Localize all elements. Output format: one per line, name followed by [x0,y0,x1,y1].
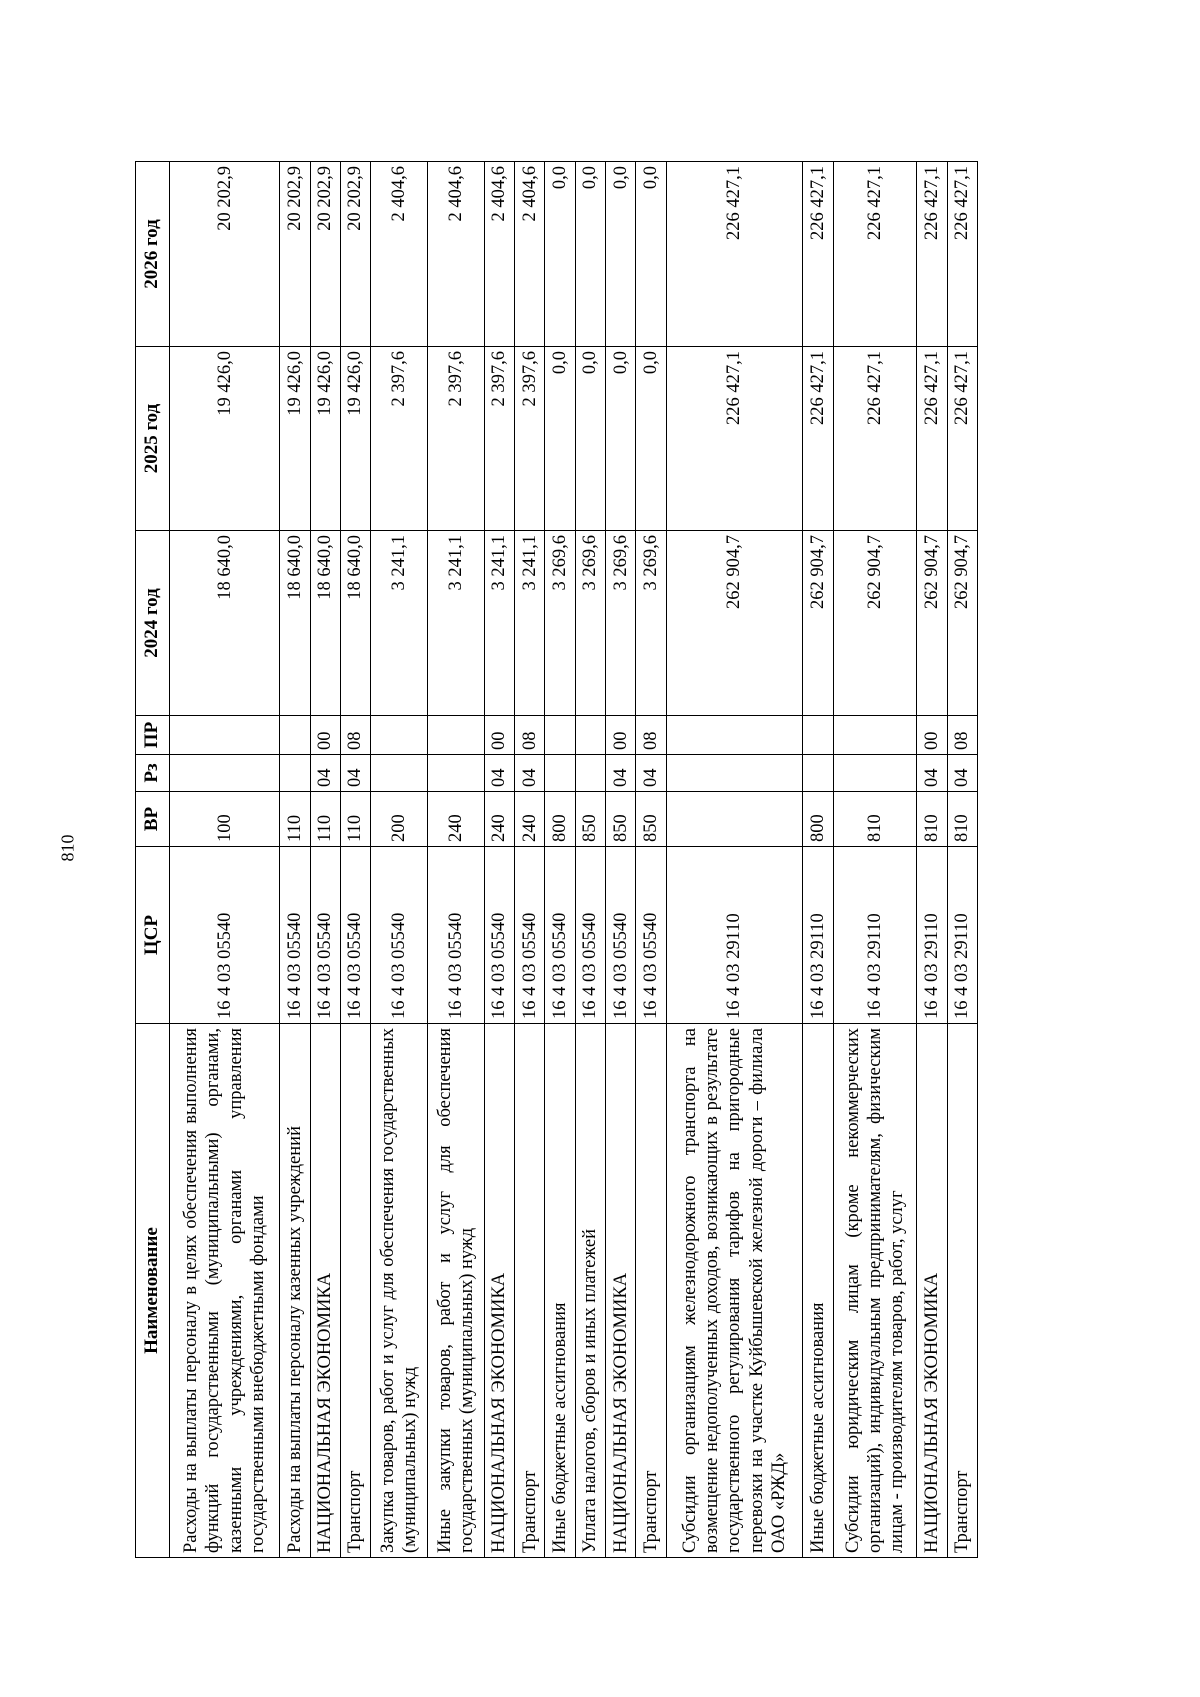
cell-rz: 04 [310,755,340,792]
header-pr: ПР [136,716,170,755]
cell-csr: 16 4 03 05540 [280,847,310,1024]
cell-pr [428,716,485,755]
table-row [170,162,280,1558]
cell-y2025: 226 427,1 [947,347,977,531]
cell-y2024: 3 241,1 [428,531,485,716]
cell-csr: 16 4 03 05540 [484,847,514,1024]
cell-rz: 04 [606,755,636,792]
cell-rz: 04 [484,755,514,792]
header-name: Наименование [136,1024,170,1558]
cell-y2026: 226 427,1 [666,162,803,347]
cell-pr [371,716,428,755]
table-row [803,162,833,1558]
cell-y2026: 20 202,9 [170,162,280,347]
cell-name: Иные бюджетные ассигнования [545,1024,575,1558]
cell-vr: 240 [515,792,545,847]
table-row [484,162,514,1558]
cell-pr [280,716,310,755]
cell-pr: 08 [636,716,666,755]
cell-y2024: 262 904,7 [803,531,833,716]
cell-pr [545,716,575,755]
cell-y2026: 226 427,1 [803,162,833,347]
cell-y2024: 18 640,0 [340,531,370,716]
cell-y2026: 0,0 [606,162,636,347]
cell-csr: 16 4 03 05540 [428,847,485,1024]
cell-rz [666,755,803,792]
cell-csr: 16 4 03 05540 [371,847,428,1024]
cell-name: Закупка товаров, работ и услуг для обеспечения государственных (муниципальных) нужд [371,1024,428,1558]
cell-rz: 04 [636,755,666,792]
cell-y2025: 19 426,0 [310,347,340,531]
cell-vr: 110 [310,792,340,847]
cell-y2026: 20 202,9 [340,162,370,347]
cell-y2025: 19 426,0 [170,347,280,531]
cell-y2026: 20 202,9 [310,162,340,347]
cell-y2025: 2 397,6 [371,347,428,531]
cell-name: НАЦИОНАЛЬНАЯ ЭКОНОМИКА [917,1024,947,1558]
cell-y2024: 18 640,0 [310,531,340,716]
cell-vr: 810 [917,792,947,847]
cell-y2025: 2 397,6 [484,347,514,531]
cell-y2025: 226 427,1 [833,347,917,531]
cell-vr: 240 [428,792,485,847]
table-row [428,162,485,1558]
cell-vr: 810 [833,792,917,847]
cell-pr: 00 [606,716,636,755]
cell-rz: 04 [917,755,947,792]
table-row [917,162,947,1558]
cell-vr: 200 [371,792,428,847]
cell-y2024: 3 269,6 [636,531,666,716]
cell-y2024: 3 269,6 [575,531,605,716]
header-vr: ВР [136,792,170,847]
cell-name: Иные закупки товаров, работ и услуг для обеспечения государственных (муниципальных) нужд [428,1024,485,1558]
cell-y2026: 226 427,1 [947,162,977,347]
cell-name: НАЦИОНАЛЬНАЯ ЭКОНОМИКА [310,1024,340,1558]
table-row [636,162,666,1558]
cell-csr: 16 4 03 29110 [833,847,917,1024]
cell-vr: 800 [803,792,833,847]
cell-y2026: 2 404,6 [515,162,545,347]
rotated-table-container [135,162,978,1558]
cell-pr: 00 [917,716,947,755]
cell-y2024: 3 269,6 [606,531,636,716]
header-rz: Рз [136,755,170,792]
cell-rz: 04 [947,755,977,792]
cell-rz [428,755,485,792]
table-row [666,162,803,1558]
cell-y2024: 18 640,0 [170,531,280,716]
cell-y2025: 0,0 [545,347,575,531]
cell-pr [170,716,280,755]
cell-csr: 16 4 03 29110 [947,847,977,1024]
table-row [371,162,428,1558]
cell-y2025: 0,0 [636,347,666,531]
cell-vr: 850 [575,792,605,847]
cell-pr [833,716,917,755]
cell-csr: 16 4 03 05540 [170,847,280,1024]
table-row [545,162,575,1558]
cell-vr [666,792,803,847]
table-row [340,162,370,1558]
cell-y2024: 3 269,6 [545,531,575,716]
cell-pr: 08 [340,716,370,755]
cell-name: Транспорт [515,1024,545,1558]
header-2024: 2024 год [136,531,170,716]
cell-name: Расходы на выплаты персоналу казенных учреждений [280,1024,310,1558]
cell-y2025: 226 427,1 [803,347,833,531]
cell-y2025: 19 426,0 [280,347,310,531]
cell-y2025: 0,0 [575,347,605,531]
cell-y2026: 226 427,1 [833,162,917,347]
cell-name: Субсидии организациям железнодорожного транспорта на возмещение недополученных доходов, возникающих в результате государственного регулирования тарифов на пригородные перевозки на участке Куйбышевской железной дороги – филиала ОАО «РЖД» [666,1024,803,1558]
cell-vr: 240 [484,792,514,847]
cell-csr: 16 4 03 05540 [575,847,605,1024]
cell-y2025: 2 397,6 [515,347,545,531]
cell-y2025: 226 427,1 [666,347,803,531]
cell-rz [371,755,428,792]
cell-y2026: 0,0 [545,162,575,347]
header-2026: 2026 год [136,162,170,347]
table-row [606,162,636,1558]
cell-csr: 16 4 03 29110 [917,847,947,1024]
cell-name: Субсидии юридическим лицам (кроме некоммерческих организаций), индивидуальным предпринимателям, физическим лицам - производителям товаров, работ, услуг [833,1024,917,1558]
cell-pr: 00 [484,716,514,755]
cell-y2024: 262 904,7 [666,531,803,716]
cell-y2026: 2 404,6 [428,162,485,347]
cell-y2025: 226 427,1 [917,347,947,531]
cell-name: НАЦИОНАЛЬНАЯ ЭКОНОМИКА [484,1024,514,1558]
cell-y2026: 226 427,1 [917,162,947,347]
cell-y2024: 3 241,1 [515,531,545,716]
cell-vr: 100 [170,792,280,847]
cell-rz [833,755,917,792]
cell-name: Уплата налогов, сборов и иных платежей [575,1024,605,1558]
cell-vr: 810 [947,792,977,847]
cell-y2026: 2 404,6 [371,162,428,347]
cell-name: Транспорт [340,1024,370,1558]
cell-pr [803,716,833,755]
cell-vr: 800 [545,792,575,847]
cell-name: Транспорт [636,1024,666,1558]
cell-y2025: 19 426,0 [340,347,370,531]
cell-y2024: 3 241,1 [484,531,514,716]
cell-y2025: 0,0 [606,347,636,531]
cell-y2024: 262 904,7 [917,531,947,716]
cell-rz [280,755,310,792]
cell-rz [545,755,575,792]
cell-y2026: 0,0 [636,162,666,347]
cell-pr: 08 [515,716,545,755]
cell-y2026: 20 202,9 [280,162,310,347]
cell-csr: 16 4 03 05540 [636,847,666,1024]
cell-name: Иные бюджетные ассигнования [803,1024,833,1558]
cell-y2024: 262 904,7 [947,531,977,716]
cell-vr: 110 [280,792,310,847]
header-2025: 2025 год [136,347,170,531]
cell-rz: 04 [515,755,545,792]
cell-name: НАЦИОНАЛЬНАЯ ЭКОНОМИКА [606,1024,636,1558]
cell-rz [170,755,280,792]
table-row [833,162,917,1558]
table-body [170,162,978,1558]
page-number: 810 [57,834,78,862]
cell-csr: 16 4 03 05540 [545,847,575,1024]
cell-name: Транспорт [947,1024,977,1558]
cell-pr: 08 [947,716,977,755]
cell-y2026: 0,0 [575,162,605,347]
budget-table [135,161,978,1558]
cell-csr: 16 4 03 05540 [310,847,340,1024]
table-row [575,162,605,1558]
cell-csr: 16 4 03 29110 [666,847,803,1024]
cell-y2024: 3 241,1 [371,531,428,716]
cell-y2025: 2 397,6 [428,347,485,531]
cell-pr: 00 [310,716,340,755]
table-row [515,162,545,1558]
cell-pr [666,716,803,755]
header-csr: ЦСР [136,847,170,1024]
cell-y2024: 18 640,0 [280,531,310,716]
cell-y2026: 2 404,6 [484,162,514,347]
cell-vr: 850 [606,792,636,847]
table-row [280,162,310,1558]
table-header-row [136,162,170,1558]
cell-csr: 16 4 03 05540 [606,847,636,1024]
cell-y2024: 262 904,7 [833,531,917,716]
table-row [947,162,977,1558]
cell-csr: 16 4 03 29110 [803,847,833,1024]
cell-csr: 16 4 03 05540 [515,847,545,1024]
cell-name: Расходы на выплаты персоналу в целях обеспечения выполнения функций государственными (муниципальными) органами, казенными учреждениями, органами управления государственными внебюджетными фондами [170,1024,280,1558]
cell-csr: 16 4 03 05540 [340,847,370,1024]
cell-rz [575,755,605,792]
cell-pr [575,716,605,755]
table-row [310,162,340,1558]
cell-vr: 850 [636,792,666,847]
cell-vr: 110 [340,792,370,847]
cell-rz [803,755,833,792]
cell-rz: 04 [340,755,370,792]
